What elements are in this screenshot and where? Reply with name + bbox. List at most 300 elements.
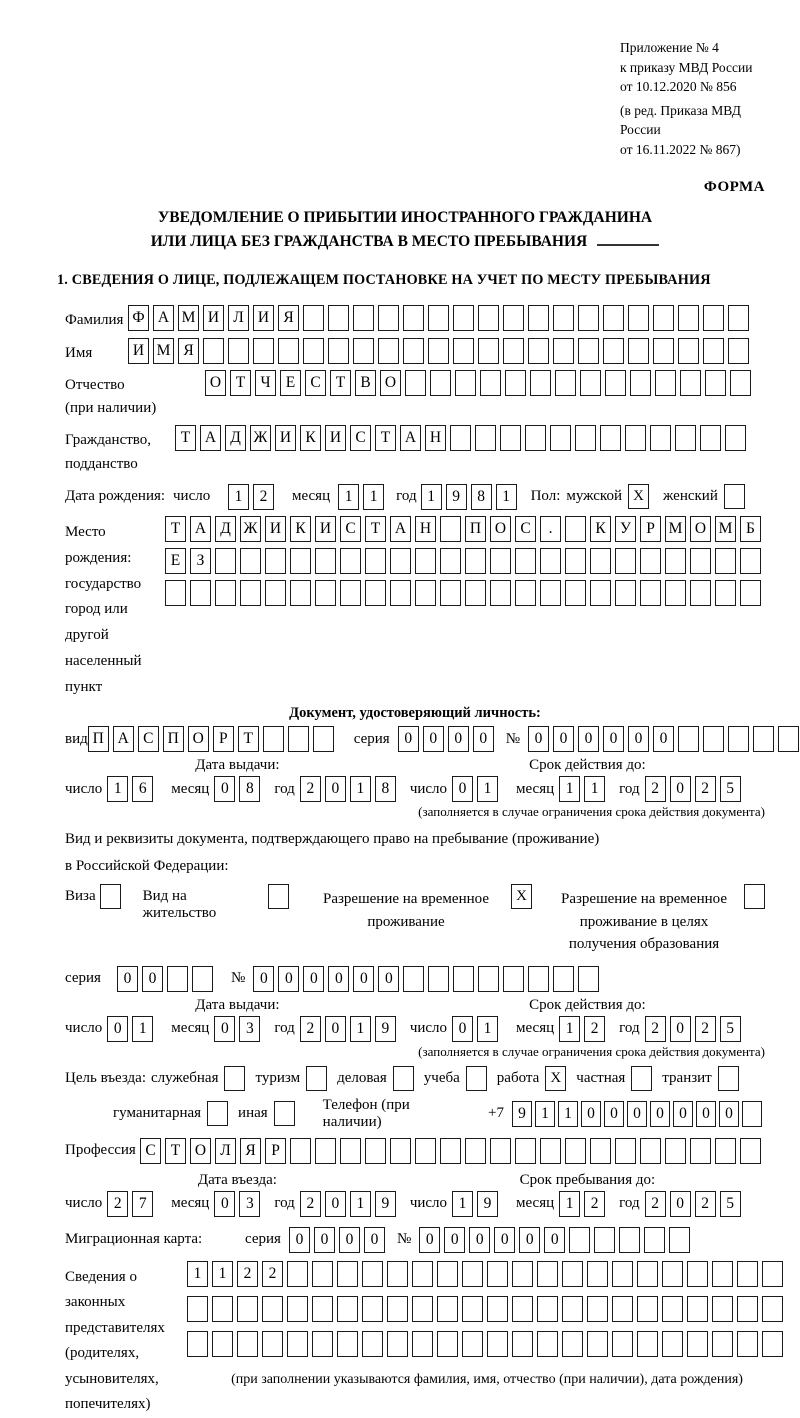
char-cell[interactable] <box>680 370 701 396</box>
char-cell[interactable]: 0 <box>328 966 349 992</box>
char-cell[interactable] <box>328 338 349 364</box>
char-cell[interactable] <box>675 425 696 451</box>
char-cell[interactable] <box>328 305 349 331</box>
char-cell[interactable] <box>778 726 799 752</box>
char-cell[interactable] <box>703 305 724 331</box>
char-cell[interactable]: 0 <box>278 966 299 992</box>
char-cell[interactable]: С <box>138 726 159 752</box>
char-cell[interactable] <box>742 1101 762 1127</box>
purpose-business-checkbox[interactable] <box>393 1066 414 1091</box>
char-cell[interactable] <box>287 1331 308 1357</box>
char-cell[interactable]: 2 <box>262 1261 283 1287</box>
char-cell[interactable]: 0 <box>719 1101 739 1127</box>
sex-female-checkbox[interactable] <box>724 484 745 509</box>
char-cell[interactable]: 7 <box>132 1191 153 1217</box>
char-cell[interactable]: 0 <box>519 1227 540 1253</box>
char-cell[interactable] <box>637 1261 658 1287</box>
char-cell[interactable]: 0 <box>325 1016 346 1042</box>
char-cell[interactable]: М <box>153 338 174 364</box>
char-cell[interactable]: 0 <box>378 966 399 992</box>
char-cell[interactable]: 2 <box>695 776 716 802</box>
char-cell[interactable] <box>565 1138 586 1164</box>
char-cell[interactable] <box>553 966 574 992</box>
char-cell[interactable]: 5 <box>720 1191 741 1217</box>
char-cell[interactable] <box>615 548 636 574</box>
char-cell[interactable] <box>540 580 561 606</box>
char-cell[interactable] <box>590 1138 611 1164</box>
char-cell[interactable]: 2 <box>645 1016 666 1042</box>
char-cell[interactable] <box>678 338 699 364</box>
char-cell[interactable] <box>340 1138 361 1164</box>
char-cell[interactable] <box>703 726 724 752</box>
char-cell[interactable] <box>525 425 546 451</box>
char-cell[interactable]: 0 <box>452 776 473 802</box>
char-cell[interactable] <box>378 305 399 331</box>
char-cell[interactable]: О <box>188 726 209 752</box>
char-cell[interactable]: 0 <box>303 966 324 992</box>
blank-line[interactable] <box>597 232 659 246</box>
purpose-transit-checkbox[interactable] <box>718 1066 739 1091</box>
char-cell[interactable] <box>725 425 746 451</box>
char-cell[interactable]: 0 <box>419 1227 440 1253</box>
char-cell[interactable] <box>480 370 501 396</box>
char-cell[interactable]: 1 <box>132 1016 153 1042</box>
char-cell[interactable] <box>478 305 499 331</box>
char-cell[interactable] <box>365 548 386 574</box>
char-cell[interactable] <box>515 548 536 574</box>
char-cell[interactable] <box>313 726 334 752</box>
char-cell[interactable]: 9 <box>512 1101 532 1127</box>
char-cell[interactable] <box>453 338 474 364</box>
char-cell[interactable]: 0 <box>673 1101 693 1127</box>
char-cell[interactable] <box>530 370 551 396</box>
char-cell[interactable]: 8 <box>239 776 260 802</box>
char-cell[interactable] <box>578 305 599 331</box>
char-cell[interactable] <box>465 548 486 574</box>
char-cell[interactable]: 2 <box>645 776 666 802</box>
char-cell[interactable]: Т <box>375 425 396 451</box>
char-cell[interactable] <box>587 1296 608 1322</box>
char-cell[interactable]: 9 <box>446 484 467 510</box>
char-cell[interactable] <box>662 1331 683 1357</box>
char-cell[interactable] <box>687 1296 708 1322</box>
char-cell[interactable] <box>403 966 424 992</box>
char-cell[interactable] <box>215 548 236 574</box>
char-cell[interactable] <box>740 580 761 606</box>
char-cell[interactable] <box>565 580 586 606</box>
char-cell[interactable]: 0 <box>214 776 235 802</box>
char-cell[interactable] <box>390 580 411 606</box>
char-cell[interactable]: О <box>690 516 711 542</box>
char-cell[interactable] <box>528 966 549 992</box>
char-cell[interactable] <box>665 548 686 574</box>
char-cell[interactable]: 5 <box>720 776 741 802</box>
char-cell[interactable]: 0 <box>670 1191 691 1217</box>
char-cell[interactable]: Т <box>365 516 386 542</box>
char-cell[interactable]: Я <box>278 305 299 331</box>
char-cell[interactable] <box>653 338 674 364</box>
char-cell[interactable]: 0 <box>398 726 419 752</box>
char-cell[interactable]: 2 <box>645 1191 666 1217</box>
char-cell[interactable] <box>437 1331 458 1357</box>
char-cell[interactable]: 0 <box>364 1227 385 1253</box>
char-cell[interactable] <box>337 1296 358 1322</box>
char-cell[interactable] <box>537 1296 558 1322</box>
char-cell[interactable] <box>640 580 661 606</box>
char-cell[interactable] <box>655 370 676 396</box>
char-cell[interactable] <box>490 1138 511 1164</box>
char-cell[interactable] <box>590 580 611 606</box>
char-cell[interactable]: А <box>400 425 421 451</box>
char-cell[interactable] <box>475 425 496 451</box>
char-cell[interactable] <box>312 1296 333 1322</box>
char-cell[interactable]: Ж <box>240 516 261 542</box>
char-cell[interactable]: И <box>128 338 149 364</box>
char-cell[interactable]: 0 <box>353 966 374 992</box>
char-cell[interactable]: А <box>153 305 174 331</box>
char-cell[interactable]: 1 <box>363 484 384 510</box>
char-cell[interactable] <box>600 425 621 451</box>
char-cell[interactable] <box>453 966 474 992</box>
char-cell[interactable] <box>515 1138 536 1164</box>
char-cell[interactable] <box>462 1261 483 1287</box>
char-cell[interactable] <box>192 966 213 992</box>
char-cell[interactable] <box>690 1138 711 1164</box>
char-cell[interactable]: Р <box>640 516 661 542</box>
char-cell[interactable] <box>503 966 524 992</box>
char-cell[interactable]: 2 <box>584 1016 605 1042</box>
char-cell[interactable] <box>703 338 724 364</box>
char-cell[interactable] <box>612 1261 633 1287</box>
char-cell[interactable] <box>662 1261 683 1287</box>
char-cell[interactable] <box>762 1296 783 1322</box>
char-cell[interactable] <box>550 425 571 451</box>
char-cell[interactable]: 0 <box>581 1101 601 1127</box>
char-cell[interactable]: 1 <box>559 776 580 802</box>
char-cell[interactable]: 8 <box>471 484 492 510</box>
char-cell[interactable] <box>580 370 601 396</box>
char-cell[interactable] <box>637 1331 658 1357</box>
char-cell[interactable]: П <box>163 726 184 752</box>
char-cell[interactable] <box>625 425 646 451</box>
char-cell[interactable] <box>287 1296 308 1322</box>
char-cell[interactable] <box>237 1331 258 1357</box>
char-cell[interactable]: 8 <box>375 776 396 802</box>
char-cell[interactable]: 9 <box>477 1191 498 1217</box>
char-cell[interactable]: И <box>325 425 346 451</box>
char-cell[interactable]: С <box>305 370 326 396</box>
char-cell[interactable]: Р <box>265 1138 286 1164</box>
char-cell[interactable] <box>730 370 751 396</box>
char-cell[interactable] <box>415 580 436 606</box>
char-cell[interactable] <box>353 305 374 331</box>
char-cell[interactable] <box>263 726 284 752</box>
char-cell[interactable]: 2 <box>695 1191 716 1217</box>
char-cell[interactable] <box>612 1296 633 1322</box>
char-cell[interactable]: 0 <box>142 966 163 992</box>
char-cell[interactable]: С <box>140 1138 161 1164</box>
char-cell[interactable] <box>203 338 224 364</box>
char-cell[interactable] <box>365 580 386 606</box>
residence-permit-checkbox[interactable] <box>268 884 289 909</box>
char-cell[interactable] <box>575 425 596 451</box>
char-cell[interactable] <box>515 580 536 606</box>
char-cell[interactable] <box>540 1138 561 1164</box>
char-cell[interactable] <box>503 338 524 364</box>
char-cell[interactable] <box>165 580 186 606</box>
char-cell[interactable] <box>553 338 574 364</box>
char-cell[interactable]: С <box>515 516 536 542</box>
char-cell[interactable] <box>440 516 461 542</box>
char-cell[interactable]: 0 <box>107 1016 128 1042</box>
char-cell[interactable] <box>390 548 411 574</box>
char-cell[interactable]: Н <box>425 425 446 451</box>
char-cell[interactable]: Т <box>238 726 259 752</box>
char-cell[interactable] <box>640 548 661 574</box>
char-cell[interactable] <box>628 338 649 364</box>
char-cell[interactable] <box>187 1331 208 1357</box>
char-cell[interactable] <box>490 580 511 606</box>
char-cell[interactable] <box>403 305 424 331</box>
char-cell[interactable] <box>187 1296 208 1322</box>
char-cell[interactable] <box>337 1331 358 1357</box>
char-cell[interactable] <box>715 1138 736 1164</box>
char-cell[interactable]: О <box>205 370 226 396</box>
char-cell[interactable] <box>290 1138 311 1164</box>
char-cell[interactable] <box>687 1331 708 1357</box>
char-cell[interactable] <box>290 548 311 574</box>
char-cell[interactable] <box>290 580 311 606</box>
char-cell[interactable]: Л <box>215 1138 236 1164</box>
char-cell[interactable]: 0 <box>214 1191 235 1217</box>
char-cell[interactable]: 1 <box>228 484 249 510</box>
char-cell[interactable]: 0 <box>578 726 599 752</box>
char-cell[interactable] <box>437 1261 458 1287</box>
char-cell[interactable]: Л <box>228 305 249 331</box>
char-cell[interactable] <box>253 338 274 364</box>
char-cell[interactable] <box>455 370 476 396</box>
char-cell[interactable]: И <box>275 425 296 451</box>
char-cell[interactable]: Т <box>165 516 186 542</box>
char-cell[interactable]: 5 <box>720 1016 741 1042</box>
char-cell[interactable]: 9 <box>375 1191 396 1217</box>
char-cell[interactable] <box>265 580 286 606</box>
char-cell[interactable] <box>403 338 424 364</box>
char-cell[interactable]: К <box>300 425 321 451</box>
char-cell[interactable]: 0 <box>653 726 674 752</box>
char-cell[interactable] <box>428 305 449 331</box>
char-cell[interactable]: Д <box>225 425 246 451</box>
char-cell[interactable] <box>387 1296 408 1322</box>
char-cell[interactable] <box>240 548 261 574</box>
char-cell[interactable] <box>587 1261 608 1287</box>
char-cell[interactable]: К <box>290 516 311 542</box>
char-cell[interactable] <box>405 370 426 396</box>
char-cell[interactable]: 1 <box>350 776 371 802</box>
char-cell[interactable] <box>562 1331 583 1357</box>
char-cell[interactable]: 1 <box>559 1016 580 1042</box>
char-cell[interactable]: С <box>340 516 361 542</box>
char-cell[interactable] <box>705 370 726 396</box>
char-cell[interactable] <box>387 1331 408 1357</box>
char-cell[interactable] <box>678 305 699 331</box>
purpose-study-checkbox[interactable] <box>466 1066 487 1091</box>
char-cell[interactable] <box>228 338 249 364</box>
char-cell[interactable] <box>690 580 711 606</box>
char-cell[interactable] <box>312 1331 333 1357</box>
char-cell[interactable] <box>615 580 636 606</box>
char-cell[interactable]: 1 <box>350 1191 371 1217</box>
char-cell[interactable]: 1 <box>421 484 442 510</box>
char-cell[interactable] <box>415 548 436 574</box>
char-cell[interactable]: Я <box>240 1138 261 1164</box>
char-cell[interactable]: 0 <box>473 726 494 752</box>
char-cell[interactable] <box>337 1261 358 1287</box>
char-cell[interactable]: 1 <box>477 1016 498 1042</box>
char-cell[interactable]: 1 <box>559 1191 580 1217</box>
char-cell[interactable]: 0 <box>325 1191 346 1217</box>
char-cell[interactable]: 2 <box>300 1191 321 1217</box>
purpose-other-checkbox[interactable] <box>274 1101 295 1126</box>
char-cell[interactable]: 0 <box>444 1227 465 1253</box>
char-cell[interactable] <box>653 305 674 331</box>
char-cell[interactable]: 0 <box>289 1227 310 1253</box>
char-cell[interactable] <box>555 370 576 396</box>
char-cell[interactable]: Я <box>178 338 199 364</box>
char-cell[interactable] <box>505 370 526 396</box>
char-cell[interactable]: Ч <box>255 370 276 396</box>
char-cell[interactable] <box>569 1227 590 1253</box>
char-cell[interactable] <box>630 370 651 396</box>
char-cell[interactable]: 0 <box>528 726 549 752</box>
char-cell[interactable] <box>565 548 586 574</box>
char-cell[interactable]: П <box>88 726 109 752</box>
char-cell[interactable] <box>637 1296 658 1322</box>
char-cell[interactable] <box>353 338 374 364</box>
char-cell[interactable] <box>240 580 261 606</box>
visa-checkbox[interactable] <box>100 884 121 909</box>
char-cell[interactable]: 0 <box>214 1016 235 1042</box>
char-cell[interactable]: 1 <box>558 1101 578 1127</box>
char-cell[interactable]: Н <box>415 516 436 542</box>
char-cell[interactable] <box>565 516 586 542</box>
char-cell[interactable] <box>465 1138 486 1164</box>
char-cell[interactable] <box>540 548 561 574</box>
char-cell[interactable] <box>278 338 299 364</box>
char-cell[interactable]: 0 <box>314 1227 335 1253</box>
char-cell[interactable] <box>640 1138 661 1164</box>
char-cell[interactable] <box>487 1331 508 1357</box>
char-cell[interactable] <box>237 1296 258 1322</box>
char-cell[interactable] <box>453 305 474 331</box>
char-cell[interactable] <box>303 305 324 331</box>
char-cell[interactable] <box>512 1331 533 1357</box>
char-cell[interactable]: 1 <box>338 484 359 510</box>
char-cell[interactable] <box>528 338 549 364</box>
char-cell[interactable]: О <box>190 1138 211 1164</box>
char-cell[interactable]: К <box>590 516 611 542</box>
char-cell[interactable] <box>562 1261 583 1287</box>
char-cell[interactable]: М <box>665 516 686 542</box>
char-cell[interactable]: 0 <box>650 1101 670 1127</box>
char-cell[interactable] <box>312 1261 333 1287</box>
char-cell[interactable] <box>262 1296 283 1322</box>
char-cell[interactable] <box>387 1261 408 1287</box>
char-cell[interactable] <box>315 548 336 574</box>
char-cell[interactable]: 0 <box>696 1101 716 1127</box>
char-cell[interactable]: 1 <box>212 1261 233 1287</box>
char-cell[interactable]: 0 <box>670 1016 691 1042</box>
char-cell[interactable]: 1 <box>452 1191 473 1217</box>
char-cell[interactable] <box>430 370 451 396</box>
char-cell[interactable]: 9 <box>375 1016 396 1042</box>
char-cell[interactable]: 2 <box>253 484 274 510</box>
char-cell[interactable]: Т <box>175 425 196 451</box>
char-cell[interactable] <box>690 548 711 574</box>
char-cell[interactable] <box>528 305 549 331</box>
char-cell[interactable]: 1 <box>477 776 498 802</box>
char-cell[interactable]: М <box>715 516 736 542</box>
char-cell[interactable]: 1 <box>496 484 517 510</box>
char-cell[interactable]: 1 <box>107 776 128 802</box>
char-cell[interactable] <box>737 1296 758 1322</box>
char-cell[interactable]: 0 <box>339 1227 360 1253</box>
char-cell[interactable]: 0 <box>627 1101 647 1127</box>
char-cell[interactable] <box>440 1138 461 1164</box>
char-cell[interactable] <box>603 305 624 331</box>
char-cell[interactable] <box>440 548 461 574</box>
char-cell[interactable] <box>740 548 761 574</box>
purpose-work-checkbox[interactable]: X <box>545 1066 566 1091</box>
purpose-tourism-checkbox[interactable] <box>306 1066 327 1091</box>
char-cell[interactable] <box>562 1296 583 1322</box>
char-cell[interactable]: П <box>465 516 486 542</box>
char-cell[interactable] <box>303 338 324 364</box>
char-cell[interactable] <box>315 580 336 606</box>
char-cell[interactable]: И <box>315 516 336 542</box>
char-cell[interactable] <box>365 1138 386 1164</box>
char-cell[interactable] <box>487 1296 508 1322</box>
char-cell[interactable]: 0 <box>469 1227 490 1253</box>
char-cell[interactable] <box>700 425 721 451</box>
char-cell[interactable] <box>212 1331 233 1357</box>
char-cell[interactable] <box>415 1138 436 1164</box>
char-cell[interactable] <box>412 1261 433 1287</box>
char-cell[interactable]: 0 <box>452 1016 473 1042</box>
char-cell[interactable] <box>603 338 624 364</box>
char-cell[interactable] <box>712 1296 733 1322</box>
char-cell[interactable] <box>728 726 749 752</box>
char-cell[interactable]: 0 <box>253 966 274 992</box>
char-cell[interactable]: 2 <box>584 1191 605 1217</box>
char-cell[interactable]: Е <box>165 548 186 574</box>
char-cell[interactable] <box>487 1261 508 1287</box>
char-cell[interactable] <box>537 1261 558 1287</box>
char-cell[interactable]: Т <box>230 370 251 396</box>
char-cell[interactable] <box>578 966 599 992</box>
char-cell[interactable] <box>715 580 736 606</box>
char-cell[interactable] <box>378 338 399 364</box>
char-cell[interactable] <box>412 1296 433 1322</box>
char-cell[interactable]: . <box>540 516 561 542</box>
char-cell[interactable]: В <box>355 370 376 396</box>
char-cell[interactable] <box>762 1331 783 1357</box>
char-cell[interactable]: О <box>380 370 401 396</box>
char-cell[interactable]: 0 <box>448 726 469 752</box>
char-cell[interactable]: О <box>490 516 511 542</box>
char-cell[interactable] <box>478 966 499 992</box>
char-cell[interactable] <box>737 1331 758 1357</box>
